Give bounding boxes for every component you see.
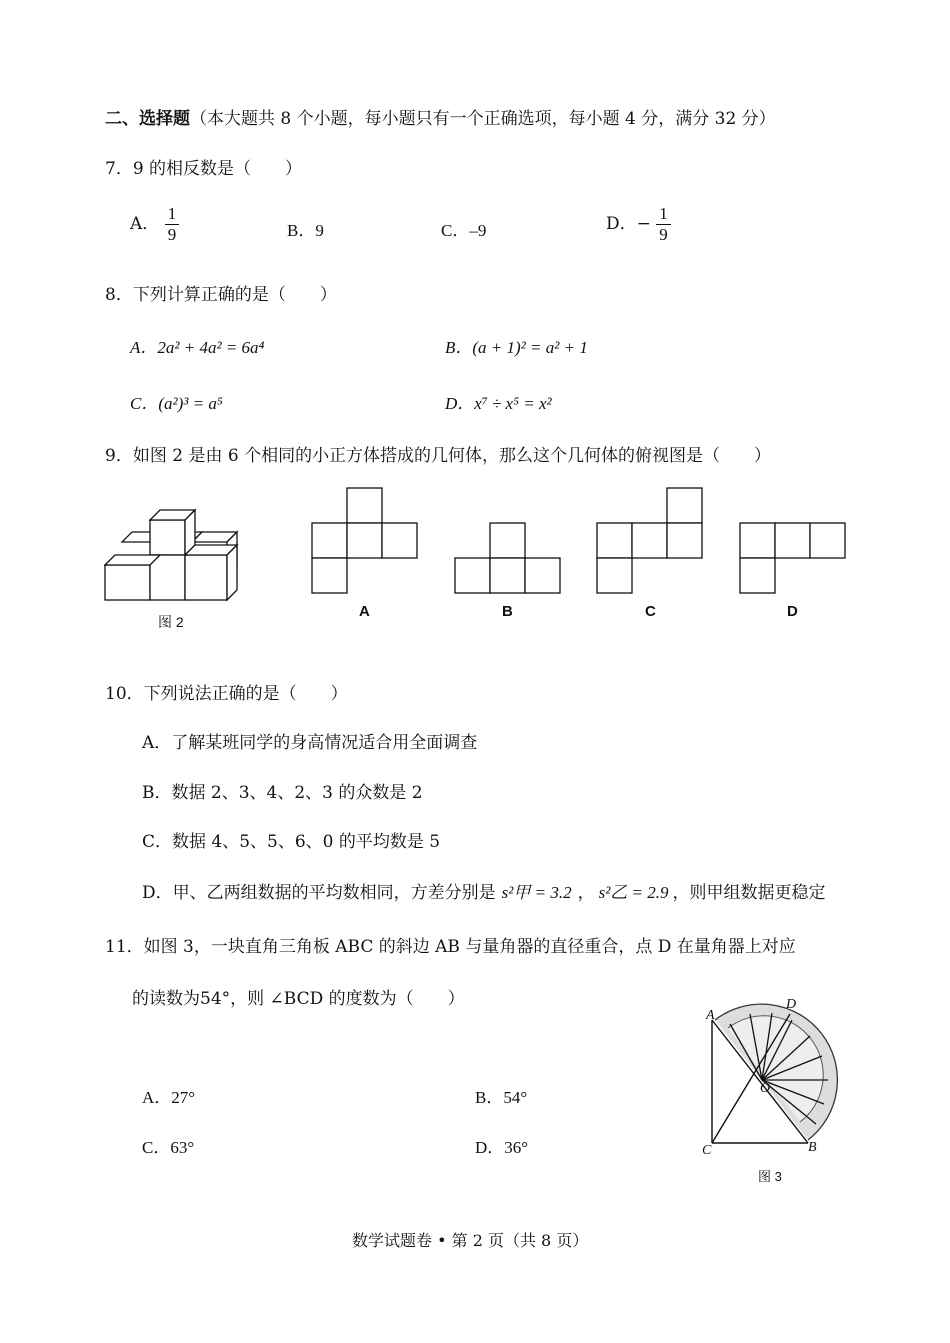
q9-option-a-label: A [359,603,370,620]
q7-a-fraction [165,204,180,245]
q11-option-c: C．63° [142,1138,195,1157]
section-note: （本大题共 8 个小题，每小题只有一个正确选项，每小题 4 分，满分 32 分） [190,109,776,129]
q10-option-b: B．数据 2、3、4、2、3 的众数是 2 [142,783,423,803]
q7-option-c: C．–9 [441,221,487,240]
q8-option-c: C．(a²)³ = a⁵ [130,394,223,413]
q7-d-fraction [656,204,671,245]
q7-option-b: B．9 [287,221,324,240]
q10-d-post: ，则甲组数据更稳定 [672,883,826,903]
figure-2-caption: 图 2 [158,614,184,630]
q10-option-d: D．甲、乙两组数据的平均数相同，方差分别是 s²甲 = 3.2 ， s²乙 = 2.9 ，则甲组数据更稳定 [142,883,826,903]
q7-d-den: 9 [659,225,668,244]
q11-stem-line1: 11．如图 3，一块直角三角板 ABC 的斜边 AB 与量角器的直径重合，点 D 在量角器上对应 [105,937,796,957]
q9-option-b-label: B [502,603,513,620]
q9-option-d-label: D [787,603,798,620]
fig3-point-a: A [706,1008,715,1023]
q10-d-pre: D．甲、乙两组数据的平均数相同，方差分别是 [142,883,496,903]
q10-d-s1: s²甲 = 3.2 [501,883,572,902]
q10-option-a: A．了解某班同学的身高情况适合用全面调查 [142,733,478,753]
q7-a-num: 1 [165,204,180,225]
q7-d-num: 1 [656,204,671,225]
q9-stem: 9．如图 2 是由 6 个相同的小正方体搭成的几何体，那么这个几何体的俯视图是（ ） [105,446,772,466]
q8-stem: 8．下列计算正确的是（ ） [105,285,337,305]
q7-d-label: D． [606,214,637,234]
q9-option-d-view [740,523,850,598]
q7-option-a [130,204,179,245]
q8-option-b: B．(a + 1)² = a² + 1 [445,338,588,357]
q7-a-label: A． [130,214,160,234]
section-title: 二、选择题 [105,109,190,129]
q10-option-c: C．数据 4、5、5、6、0 的平均数是 5 [142,832,441,852]
q9-option-b-view [455,523,565,598]
q11-stem-line2: 的读数为54°，则 ∠BCD 的度数为（ ） [132,989,465,1009]
fig3-point-d: D [786,997,797,1012]
q8-option-a: A．2a² + 4a² = 6a⁴ [130,338,265,357]
fig3-point-c: C [702,1143,712,1158]
q11-option-b: B．54° [475,1088,528,1107]
q7-d-sign: − [636,214,651,234]
page-footer: 数学试题卷 • 第 2 页（共 8 页） [352,1231,589,1250]
q9-option-c-label: C [645,603,656,620]
figure-3-caption: 图 3 [758,1169,782,1184]
q11-option-a: A．27° [142,1088,196,1107]
q11-option-d: D．36° [475,1138,529,1157]
figure-3-protractor [700,1000,850,1160]
q8-option-d: D．x⁷ ÷ x⁵ = x² [445,394,552,413]
q7-a-den: 9 [167,225,177,244]
q10-d-s2: s²乙 = 2.9 [598,883,669,902]
q7-option-d [606,204,671,245]
q7-stem: 7．9 的相反数是（ ） [105,159,303,179]
q10-stem: 10．下列说法正确的是（ ） [105,684,348,704]
fig3-point-o: O [760,1081,771,1096]
figure-2-cubes [100,505,240,605]
q9-option-a-view [312,488,422,598]
section-header [105,104,776,129]
q9-option-c-view [597,488,707,598]
fig3-point-b: B [808,1140,817,1155]
